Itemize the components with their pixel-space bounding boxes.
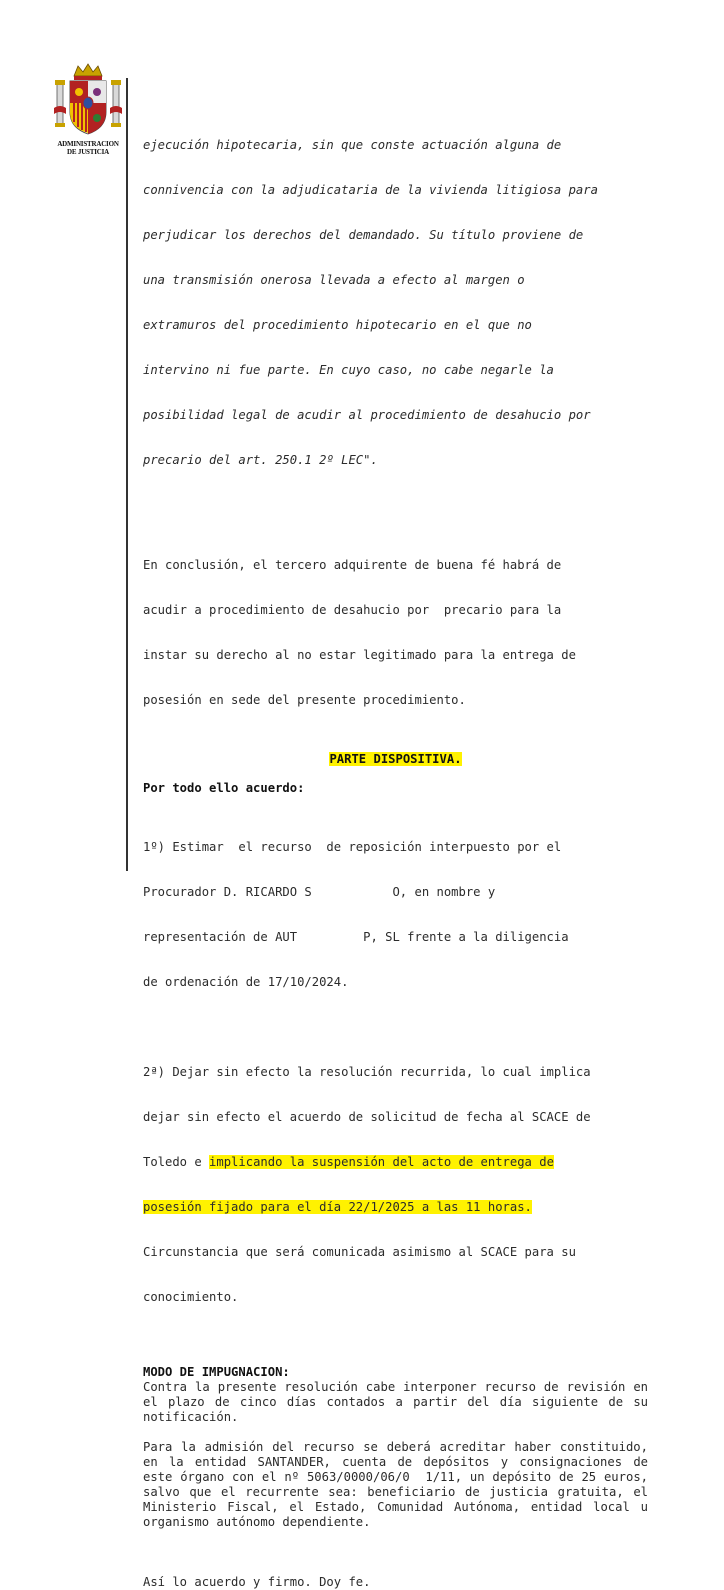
coat-of-arms-icon	[52, 62, 124, 138]
logo-line-2: DE JUSTICIA	[67, 148, 109, 156]
point-2-line	[143, 1200, 648, 1215]
point-2-highlight: implicando la suspensión del acto de entrega de	[209, 1155, 554, 1169]
admision-text: Para la admisión del recurso se deberá acreditar haber constituido, en la entidad SANTANDER, cuenta de depósitos y consignaciones de este órgano con el nº 5063/0000/06/0 1/11, un depósito de 25 euros, salvo que el recurrente sea: beneficiario de justicia gratuita, el Ministerio Fiscal, el Estado, Comunidad Autónoma, entidad local u organismo autónomo dependiente.	[143, 1440, 656, 1529]
quote-line: intervino ni fue parte. En cuyo caso, no cabe negarle la	[143, 363, 554, 377]
point-2-line: conocimiento.	[143, 1290, 239, 1304]
point-2-line: 2ª) Dejar sin efecto la resolución recurrida, lo cual implica	[143, 1065, 591, 1079]
quote-paragraph	[143, 108, 648, 498]
dispositive-heading-wrap	[143, 752, 648, 767]
impugnacion-heading: MODO DE IMPUGNACION:	[143, 1365, 290, 1379]
document-body	[143, 108, 656, 1590]
conclusion-line: instar su derecho al no estar legitimado para la entrega de	[143, 648, 576, 662]
quote-line: extramuros del procedimiento hipotecario en el que no	[143, 318, 532, 332]
conclusion-line: posesión en sede del presente procedimiento.	[143, 693, 466, 707]
quote-line: connivencia con la adjudicataria de la vivienda litigiosa para	[143, 183, 598, 197]
dispositive-heading: PARTE DISPOSITIVA.	[329, 752, 462, 766]
quote-line: posibilidad legal de acudir al procedimiento de desahucio por	[143, 408, 591, 422]
point-2-line: dejar sin efecto el acuerdo de solicitud de fecha al SCACE de	[143, 1110, 591, 1124]
point-2-line	[143, 1155, 648, 1170]
conclusion-line: acudir a procedimiento de desahucio por precario para la	[143, 603, 562, 617]
margin-rule	[126, 78, 128, 871]
point-1-line: Procurador D. RICARDO S O, en nombre y	[143, 885, 496, 899]
closing-text: Así lo acuerdo y firmo. Doy fe.	[143, 1575, 371, 1589]
point-2-plain-text: Toledo e	[143, 1155, 210, 1169]
conclusion-line: En conclusión, el tercero adquirente de buena fé habrá de	[143, 558, 562, 572]
point-1-line: de ordenación de 17/10/2024.	[143, 975, 349, 989]
logo-caption	[50, 140, 126, 156]
impugnacion-text: Contra la presente resolución cabe interponer recurso de revisión en el plazo de cinco días contados a partir del día siguiente de su notificación.	[143, 1380, 656, 1424]
quote-line: perjudicar los derechos del demandado. Su título proviene de	[143, 228, 584, 242]
quote-line: ejecución hipotecaria, sin que conste actuación alguna de	[143, 138, 562, 152]
point-2-paragraph	[143, 1035, 648, 1335]
point-2-line: Circunstancia que será comunicada asimismo al SCACE para su	[143, 1245, 576, 1259]
conclusion-paragraph	[143, 528, 648, 738]
coat-of-arms-logo	[50, 62, 126, 166]
quote-line: precario del art. 250.1 2º LEC".	[143, 453, 378, 467]
logo-line-1: ADMINISTRACION	[57, 140, 119, 148]
point-1-line: representación de AUT P, SL frente a la diligencia	[143, 930, 569, 944]
point-1-line: 1º) Estimar el recurso de reposición interpuesto por el	[143, 840, 562, 854]
dispositive-intro: Por todo ello acuerdo:	[143, 781, 305, 795]
point-1-paragraph	[143, 810, 648, 1020]
point-2-highlight: posesión fijado para el día 22/1/2025 a las 11 horas.	[143, 1200, 532, 1214]
quote-line: una transmisión onerosa llevada a efecto al margen o	[143, 273, 525, 287]
